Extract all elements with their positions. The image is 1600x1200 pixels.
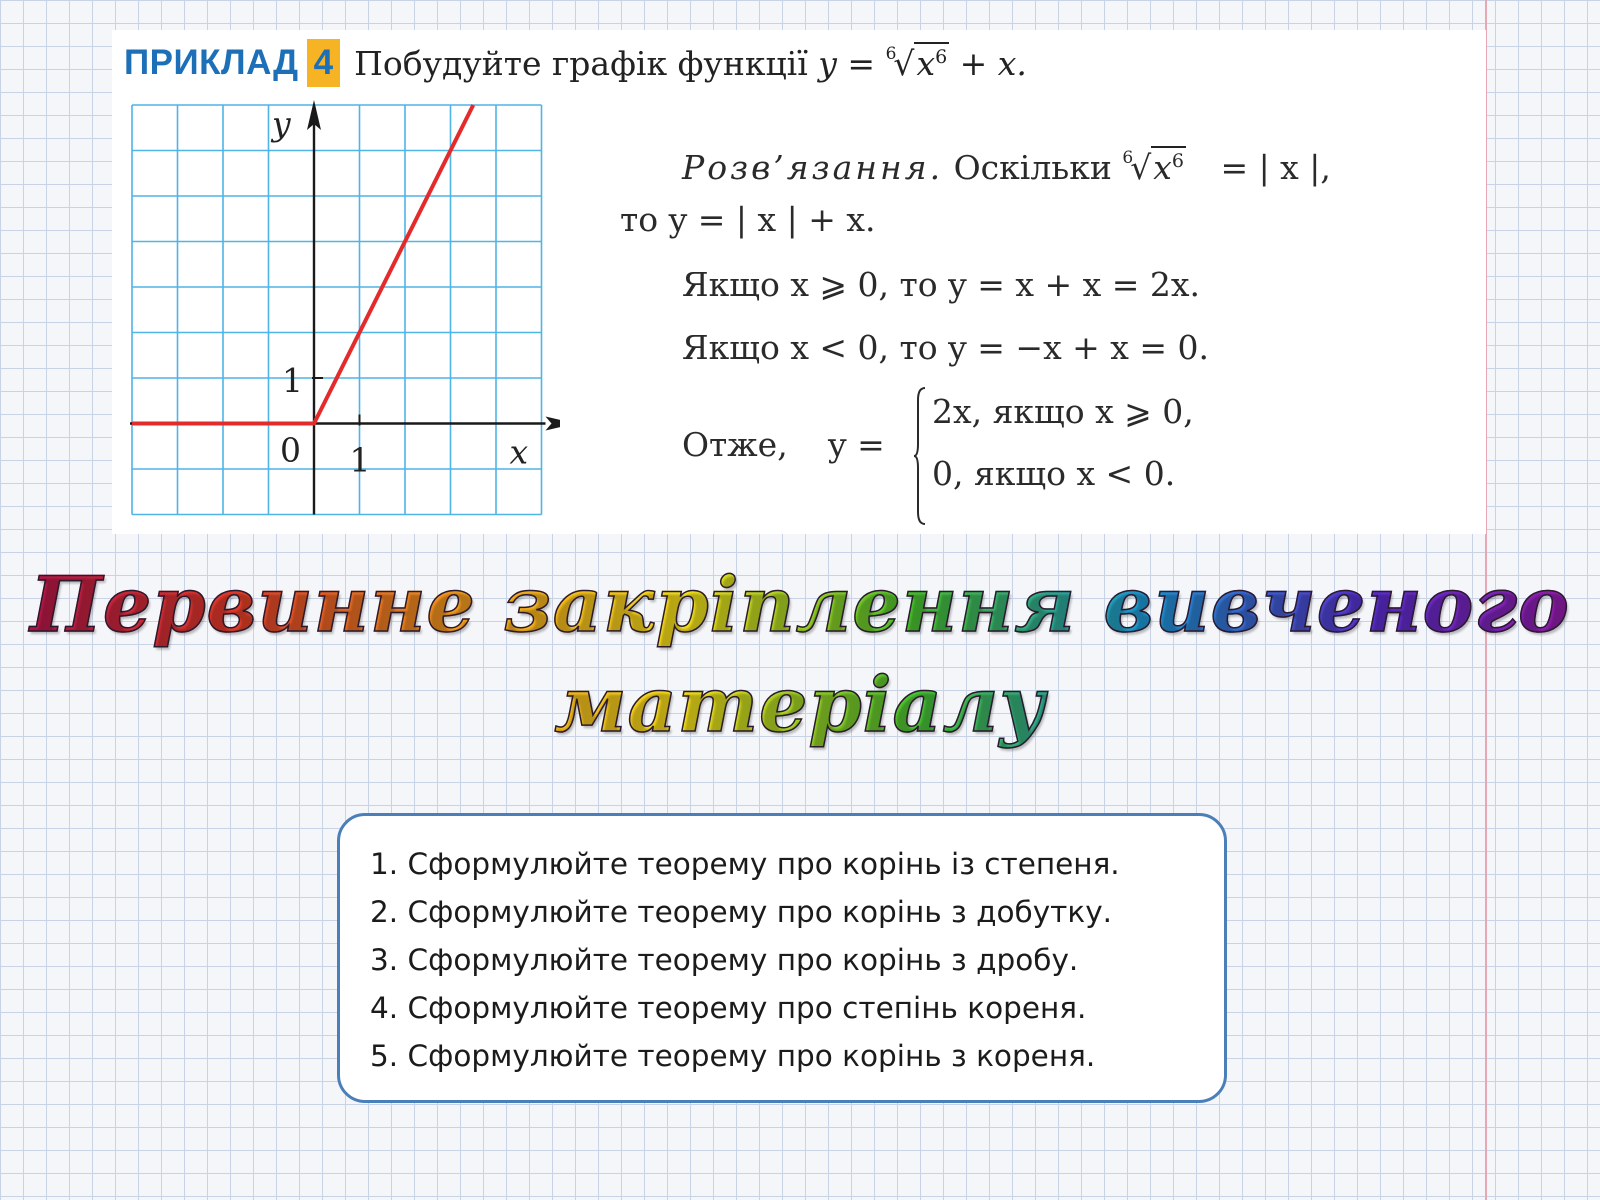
example-panel — [112, 30, 1486, 534]
example-header — [124, 38, 1027, 88]
solution-radicand — [1151, 146, 1186, 187]
solution-line-4: Якщо x < 0, то y = −x + x = 0. — [682, 328, 1210, 367]
function-graph — [130, 100, 560, 550]
question-item: 4. Сформулюйте теорему про степінь кореня. — [370, 991, 1087, 1025]
solution-line1-rhs: = | x |, — [1220, 148, 1331, 187]
question-item: 5. Сформулюйте теорему про корінь з кореня. — [370, 1039, 1096, 1073]
solution-label: Розв’язання. — [682, 148, 944, 187]
slide-title-line-1: Первинне закріплення вивченого — [0, 555, 1600, 655]
y-axis-label: y — [272, 104, 291, 143]
x-axis-label: x — [509, 432, 529, 472]
slide-title — [0, 555, 1600, 755]
solution-root-index: 6 — [1122, 148, 1134, 168]
task-statement — [354, 44, 1027, 83]
task-prefix: Побудуйте графік функції — [354, 43, 819, 83]
questions-box — [337, 813, 1227, 1103]
cases-brace — [914, 386, 926, 526]
solution-root-exponent: 6 — [1171, 150, 1184, 172]
solution-line1-text: Оскільки — [943, 148, 1123, 187]
therefore-y: y = — [828, 425, 885, 464]
question-item: 1. Сформулюйте теорему про корінь із степеня. — [370, 847, 1120, 881]
question-item: 3. Сформулюйте теорему про корінь з дробу. — [370, 943, 1079, 977]
radical-sign: √ — [893, 43, 915, 83]
case-line-2: 0, якщо x < 0. — [932, 454, 1176, 493]
solution-line-2: то y = | x | + x. — [620, 200, 876, 239]
example-badge-number: 4 — [307, 39, 340, 87]
origin-label: 0 — [280, 430, 301, 470]
therefore-label: Отже, — [682, 425, 788, 464]
solution-root-base: x — [1153, 148, 1172, 187]
solution-line-3: Якщо x ⩾ 0, то y = x + x = 2x. — [682, 265, 1200, 304]
solution-radical-sign: √ — [1130, 148, 1152, 187]
case-line-1: 2x, якщо x ⩾ 0, — [932, 392, 1194, 431]
example-badge-word: ПРИКЛАД — [124, 43, 299, 82]
task-equals: = — [836, 43, 886, 83]
slide-title-line-2: матеріалу — [0, 655, 1600, 755]
radicand — [914, 42, 949, 83]
root-exponent: 6 — [935, 45, 948, 68]
y-tick-label: 1 — [282, 361, 303, 400]
solution-line-1 — [682, 148, 1331, 187]
task-suffix: + x. — [949, 43, 1027, 83]
x-axis-arrow — [546, 417, 561, 431]
task-y: y — [818, 43, 837, 83]
question-item: 2. Сформулюйте теорему про корінь з добутку. — [370, 895, 1113, 929]
root-base: x — [916, 43, 936, 83]
root-index: 6 — [885, 43, 897, 64]
x-tick-label: 1 — [349, 440, 371, 480]
